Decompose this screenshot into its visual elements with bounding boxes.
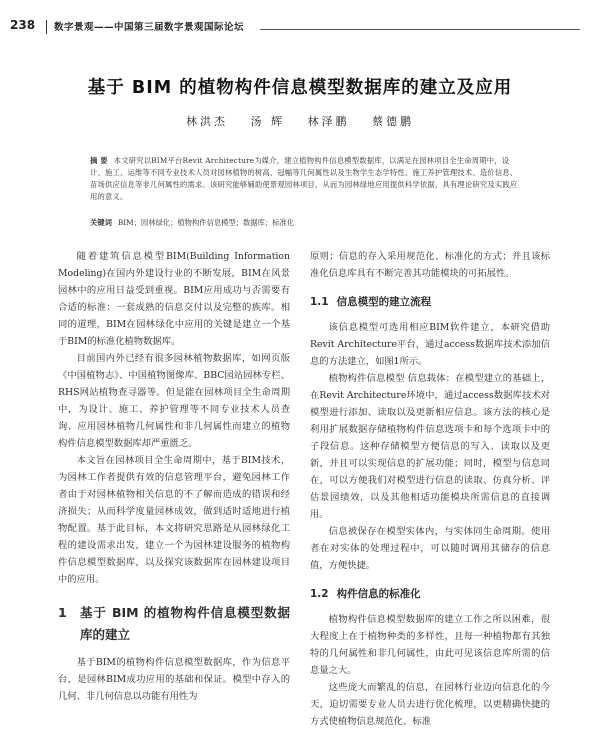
- body-paragraph: 该信息模型可选用相应BIM软件建立，本研究借助Revit Architecture平台，通过access数据库技术添加信息的方法建立，如图1所示。: [310, 322, 550, 367]
- subsection-title: 信息模型的建立流程: [336, 296, 432, 308]
- body-paragraph: 植物构件信息模型 信息载体：在模型建立的基础上，在Revit Architecture环境中，通过access数据库技术对模型进行添加、读取以及更新相应信息。该方法的核心是利用扩展数据存储植物构件信息选项卡和每个选项卡中的子段信息。这种存储模型方便信息的写入、读取以及更新，并且可以实现信息的扩展功能；同时，模型与信息同在，可以方便我们对模型进行信息的读取、仿真分析、评估景园绩效，以及其他相适功能模块所需信息的直接调用。: [310, 373, 550, 520]
- abstract: [90, 155, 520, 203]
- keywords: [90, 217, 520, 229]
- subsection-number: 1.1: [310, 296, 329, 308]
- running-header: [10, 18, 580, 40]
- running-title: 数字景观——中国第三届数字景观国际论坛: [54, 22, 245, 33]
- author: 蔡德鹏: [372, 115, 414, 128]
- body-paragraph: 基于BIM的植物构件信息模型数据库，作为信息平台，是园林BIM成功应用的基础和保证。模型中存入的几何、非几何信息以功能有用性为: [58, 657, 290, 702]
- body-paragraph: 本文旨在园林项目全生命周期中，基于BIM技术，为园林工作者提供有效的信息管理平台，避免园林工作者由于对园林植物相关信息的不了解而造成的错误和经济损失；从而科学度量园林成效，做到适时适地进行植物配置。基于此目标，本文将研究思路是从园林绿化工程的建设需求出发，建立一个为园林建设服务的植物构件信息模型数据库，以及探究该数据库在园林建设项目中的应用。: [58, 455, 290, 585]
- body-paragraph: 植物构件信息模型数据库的建立工作之所以困难，很大程度上在于植物种类的多样性，且每一种植物都有其独特的几何属性和非几何属性，由此可见该信息库所需的信息量之大。: [310, 614, 550, 676]
- header-divider: [46, 20, 50, 34]
- body-paragraph: 原则；信息的存入采用规范化、标准化的方式；并且该标准化信息库具有不断完善其功能模块的可拓展性。: [310, 251, 550, 279]
- subsection-heading: [310, 585, 550, 603]
- subsection-heading: [310, 293, 550, 311]
- abstract-text: 本文研究以BIM平台Revit Architecture为媒介，建立植物构件信息模型数据库，以满足在园林项目全生命周期中，设计、施工、运维等不同专业技术人员对园林植物的树高、冠幅等几何属性以及生物学生态学特性、施工养护管理技术、造价信息、苗场供应信息等非几何属性的需求。该研究能够辅助使景观园林项目，从而为园林绿地应用提供科学依据，具有理论研究及实践应用的意义。: [90, 156, 518, 201]
- section-number: 1: [58, 605, 67, 620]
- left-column: [58, 248, 290, 705]
- abstract-label: 摘 要: [90, 156, 108, 165]
- section-heading: [58, 602, 290, 646]
- author: 林泽鹏: [307, 115, 350, 128]
- author: 林洪杰: [186, 115, 228, 128]
- author-list: [0, 113, 600, 129]
- body-paragraph: 随着建筑信息模型BIM(Building Information Modeling)在国内外建设行业的不断发展，BIM在风景园林中的应用日益受到重视。BIM应用成功与否需要有合适的标准：一套成熟的信息交付以及完整的族库。相同的道理，BIM在园林绿化中应用的关键是建立一个基于BIM的标准化植物数据库。: [58, 251, 290, 347]
- paper-title: 基于 BIM 的植物构件信息模型数据库的建立及应用: [87, 78, 513, 98]
- keywords-label: 关键词: [90, 218, 112, 227]
- page-number: 238: [10, 18, 36, 32]
- right-column: [310, 248, 550, 730]
- subsection-title: 构件信息的标准化: [336, 588, 421, 600]
- header-rule: [260, 29, 580, 30]
- body-paragraph: 这些庞大而繁乱的信息，在园林行业迈向信息化的今天，迫切需要专业人员去进行优化梳理，以更精确快捷的方式使植物信息规范化、标准: [310, 682, 550, 727]
- keywords-text: BIM；园林绿化；植物构件信息模型；数据库；标准化: [117, 218, 295, 227]
- body-paragraph: 目前国内外已经有很多园林植物数据库，如网页版《中国植物志》、中国植物图像库、BBC园站园林专栏、RHS网站植物查寻器等。但是能在园林项目全生命周期中，为设计、施工、养护管理等不同专业技术人员查询、应用园林植物几何属性和非几何属性而建立的植物构件信息模型数据库却严重匮乏。: [58, 353, 290, 449]
- subsection-number: 1.2: [310, 588, 329, 600]
- body-paragraph: 信息被保存在模型实体内，与实体同生命周期。使用者在对实体的处理过程中，可以随时调用其储存的信息值，方便快捷。: [310, 526, 550, 571]
- section-title: 基于 BIM 的植物构件信息模型数据库的建立: [80, 605, 290, 642]
- author: 汤 辉: [250, 115, 285, 128]
